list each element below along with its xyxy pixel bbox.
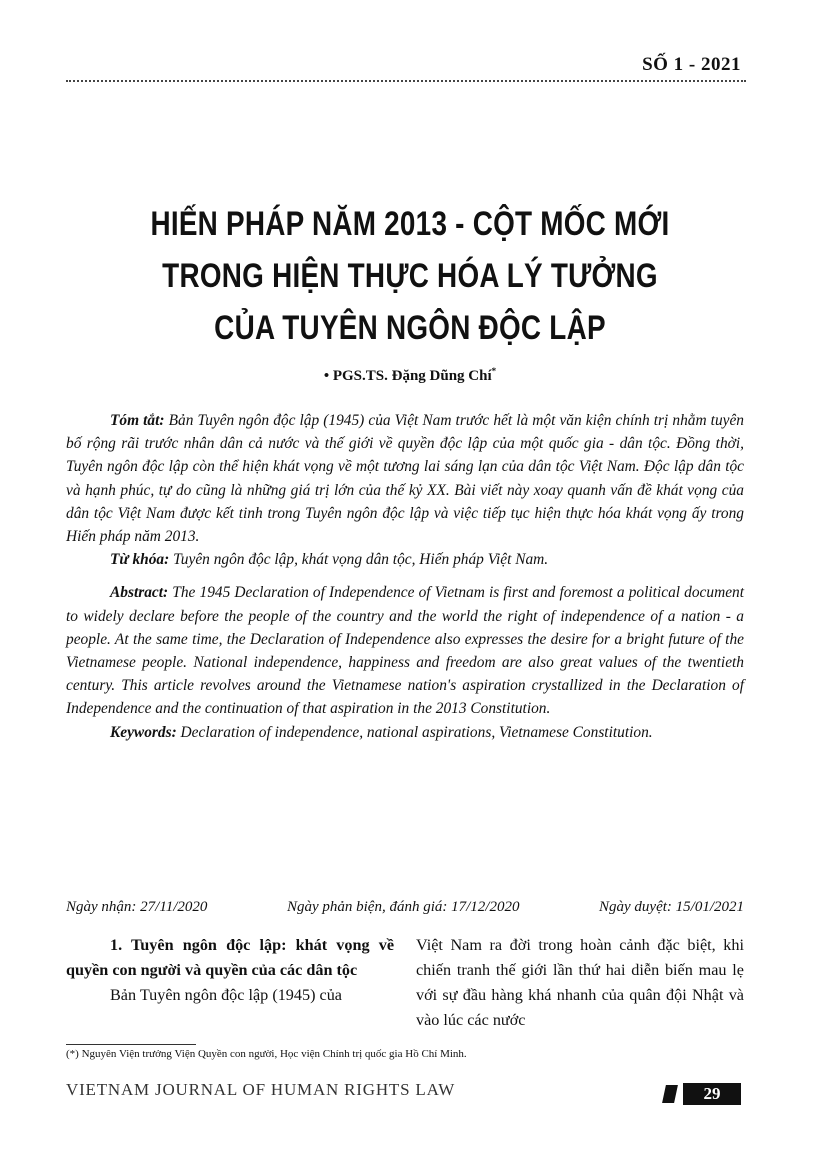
keywords-vi xyxy=(66,548,744,571)
body-column-right xyxy=(416,933,744,1033)
abstract-en-text: The 1945 Declaration of Independence of Vietnam is first and foremost a political document to widely declare before the people of the country and the world the right of independence of a nation - a people. At the same time, the Declaration of Independence also expresses the desire for a bright future of the Vietnamese people. National independence, happiness and freedom are also great values of the twentieth century. This article revolves around the Vietnamese nation's aspiration crystallized in the Declaration of Independence and the continuation of that aspiration in the 2013 Constitution. xyxy=(66,584,744,718)
abstract-en-label: Abstract: xyxy=(110,584,169,602)
body-paragraph-right: Việt Nam ra đời trong hoàn cảnh đặc biệt, khi chiến tranh thế giới lần thứ hai diễn biến mau lẹ với sự đầu hàng khá nhanh của quân đội Nhật và vào lúc các nước xyxy=(416,936,744,1029)
page-marker-bar xyxy=(662,1085,678,1103)
article-title xyxy=(131,198,689,354)
header-divider xyxy=(66,80,746,82)
date-received: Ngày nhận: 27/11/2020 xyxy=(66,899,208,915)
abstract-en xyxy=(66,581,744,720)
keywords-en-text: Declaration of independence, national aspirations, Vietnamese Constitution. xyxy=(176,723,653,741)
author-footnote-marker: * xyxy=(491,366,497,376)
title-line-2: TRONG HIỆN THỰC HÓA LÝ TƯỞNG xyxy=(162,257,658,295)
issue-number: SỐ 1 - 2021 xyxy=(642,54,741,75)
title-line-3: CỦA TUYÊN NGÔN ĐỘC LẬP xyxy=(214,309,606,347)
date-reviewed: Ngày phản biện, đánh giá: 17/12/2020 xyxy=(286,899,520,915)
keywords-vi-label: Từ khóa: xyxy=(110,551,170,569)
date-accepted: Ngày duyệt: 15/01/2021 xyxy=(599,899,744,915)
abstract-block xyxy=(66,409,744,744)
keywords-en-label: Keywords: xyxy=(110,723,177,741)
body-paragraph-left: Bản Tuyên ngôn độc lập (1945) của xyxy=(110,986,342,1004)
footnote-divider xyxy=(66,1044,196,1045)
section-heading: 1. Tuyên ngôn độc lập: khát vọng về quyền con người và quyền của các dân tộc xyxy=(66,936,394,979)
keywords-en xyxy=(66,721,744,744)
title-line-1: HIẾN PHÁP NĂM 2013 - CỘT MỐC MỚI xyxy=(150,205,670,243)
journal-name: VIETNAM JOURNAL OF HUMAN RIGHTS LAW xyxy=(66,1080,456,1099)
body-column-left xyxy=(66,933,394,1008)
footnote: (*) Nguyên Viện trưởng Viện Quyền con người, Học viện Chính trị quốc gia Hồ Chí Minh. xyxy=(66,1048,467,1060)
author-line xyxy=(70,366,750,385)
summary-vi xyxy=(66,409,744,548)
page-number: 29 xyxy=(683,1083,741,1105)
author-name: • PGS.TS. Đặng Dũng Chí xyxy=(323,368,492,384)
keywords-vi-text: Tuyên ngôn độc lập, khát vọng dân tộc, Hiến pháp Việt Nam. xyxy=(169,551,549,569)
summary-vi-label: Tóm tắt: xyxy=(110,412,165,429)
article-dates xyxy=(66,899,744,916)
summary-vi-text: Bản Tuyên ngôn độc lập (1945) của Việt Nam trước hết là một văn kiện chính trị nhằm tuyên bố rộng rãi trước nhân dân cả nước và thế giới về quyền độc lập của một quốc gia - dân tộc. Đồng thời, Tuyên ngôn độc lập còn thể hiện khát vọng về một tương lai sáng lạn của dân tộc Việt Nam. Độc lập dân tộc và hạnh phúc, tự do cũng là những giá trị lớn của thế kỷ XX. Bài viết này xoay quanh vấn đề khát vọng của dân tộc Việt Nam được kết tinh trong Tuyên ngôn độc lập và việc tiếp tục hiện thực hóa khát vọng ấy trong Hiến pháp năm 2013. xyxy=(66,412,744,546)
